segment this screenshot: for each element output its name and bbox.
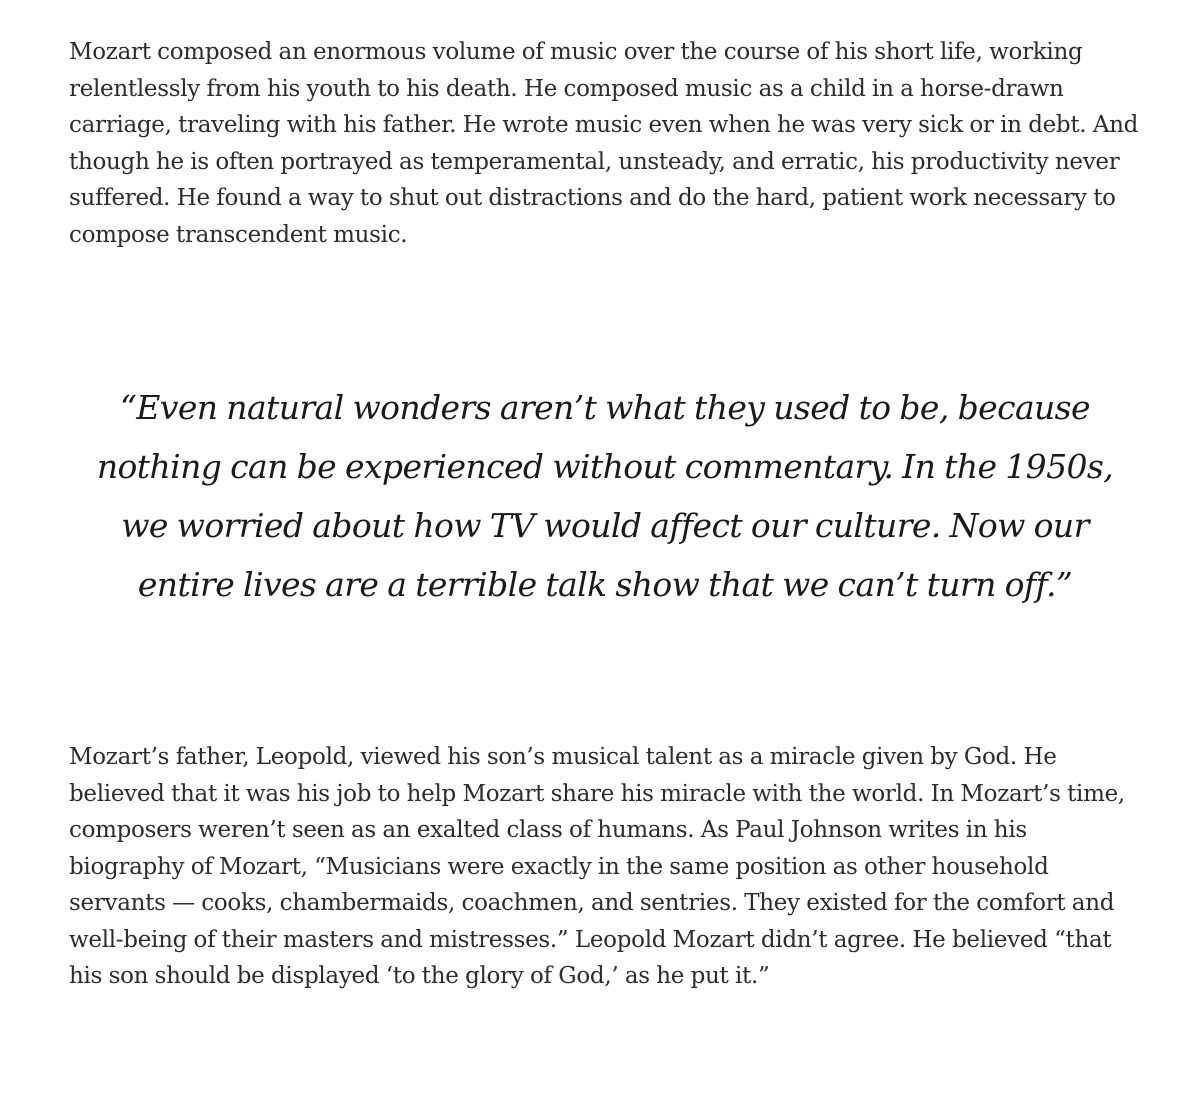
body-paragraph: Mozart composed an enormous volume of music over the course of his short life, working relentlessly from his youth to his death. He composed music as a child in a horse-drawn carriage, traveling with his father. He wrote music even when he was very sick or in debt. And though he is often portrayed as temperamental, unsteady, and erratic, his productivity never suffered. He found a way to shut out distractions and do the hard, patient work necessary to compose transcendent music.	[69, 39, 1139, 248]
body-paragraph: Mozart’s father, Leopold, viewed his son’s musical talent as a miracle given by God. He believed that it was his job to help Mozart share his miracle with the world. In Mozart’s time, composers weren’t seen as an exalted class of humans. As Paul Johnson writes in his biography of Mozart, “Musicians were exactly in the same position as other household servants — cooks, chambermaids, coachmen, and sentries. They existed for the comfort and well-being of their masters and mistresses.” Leopold Mozart didn’t agree. He believed “that his son should be displayed ‘to the glory of God,’ as he put it.”	[69, 744, 1125, 989]
pull-quote: “Even natural wonders aren’t what they used to be, because nothing can be experienced without commentary. In the 1950s, we worried about how TV would affect our culture. Now our entire lives are a terrible talk show that we can’t turn off.”	[96, 388, 1114, 604]
